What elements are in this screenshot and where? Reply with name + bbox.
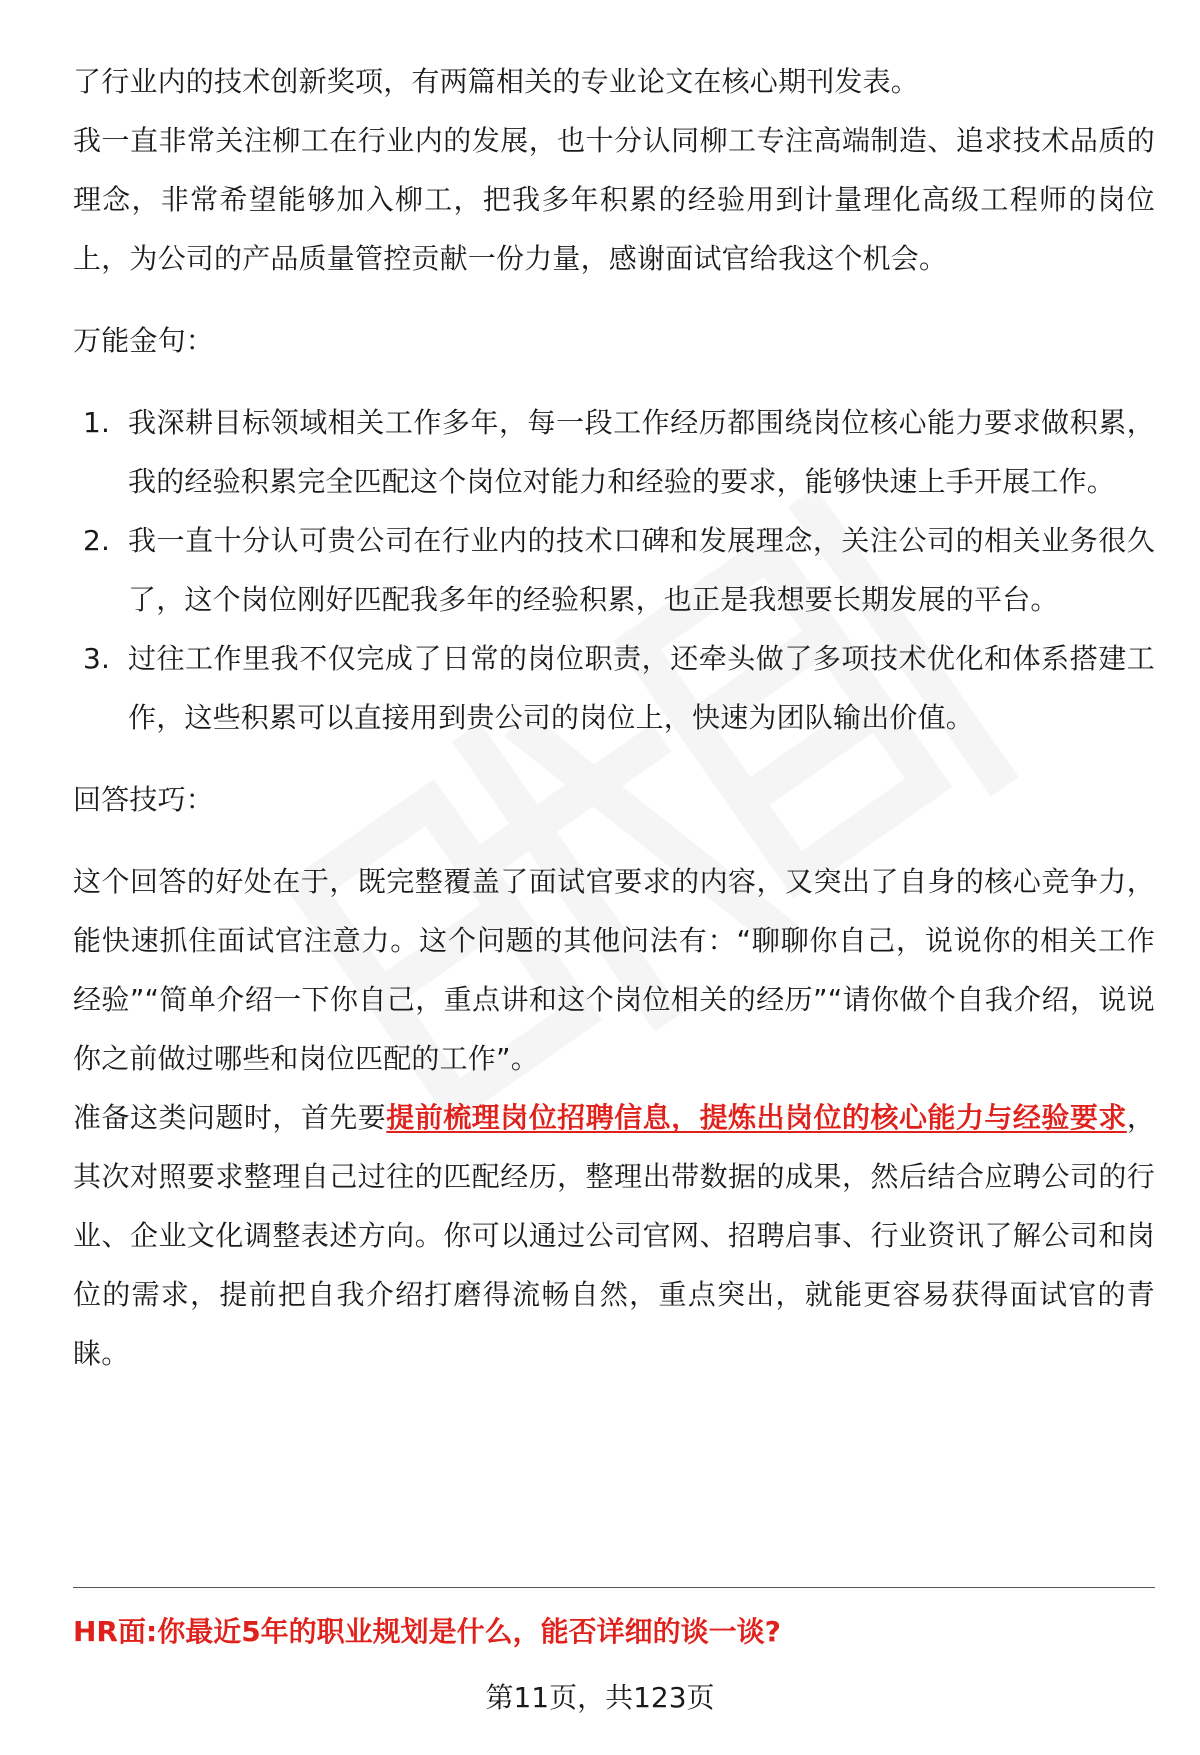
- tips-paragraph-2: [73, 1088, 1155, 1383]
- list-item-number: 2.: [83, 524, 111, 557]
- tips-text-after: ，其次对照要求整理自己过往的匹配经历，整理出带数据的成果，然后结合应聘公司的行业、企业文化调整表述方向。你可以通过公司官网、招聘启事、行业资讯了解公司和岗位的需求，提前把自我介绍打磨得流畅自然，重点突出，就能更容易获得面试官的青睐。: [73, 1101, 1156, 1370]
- list-item-text: 我深耕目标领域相关工作多年，每一段工作经历都围绕岗位核心能力要求做积累，我的经验积累完全匹配这个岗位对能力和经验的要求，能够快速上手开展工作。: [128, 406, 1155, 498]
- list-item: [73, 629, 1155, 747]
- tips-paragraph-1: 这个回答的好处在于，既完整覆盖了面试官要求的内容，又突出了自身的核心竞争力，能快速抓住面试官注意力。这个问题的其他问法有：“聊聊你自己，说说你的相关工作经验”“简单介绍一下你自己，重点讲和这个岗位相关的经历”“请你做个自我介绍，说说你之前做过哪些和岗位匹配的工作”。: [73, 865, 1155, 1075]
- tips-text-before: 准备这类问题时，首先要: [73, 1101, 387, 1134]
- document-body: [73, 52, 1155, 1383]
- page-number: 第11页，共123页: [485, 1681, 715, 1714]
- spacer: [73, 288, 1155, 311]
- spacer: [73, 370, 1155, 393]
- intro-paragraph-1: 了行业内的技术创新奖项，有两篇相关的专业论文在核心期刊发表。: [73, 65, 920, 98]
- spacer: [73, 747, 1155, 770]
- list-item-number: 3.: [83, 642, 111, 675]
- section-divider: [73, 1587, 1155, 1588]
- key-point-highlight: 提前梳理岗位招聘信息，提炼出岗位的核心能力与经验要求: [386, 1101, 1127, 1134]
- next-question-heading: HR面:你最近5年的职业规划是什么，能否详细的谈一谈?: [73, 1615, 781, 1648]
- list-item-text: 我一直十分认可贵公司在行业内的技术口碑和发展理念，关注公司的相关业务很久了，这个岗位刚好匹配我多年的经验积累，也正是我想要长期发展的平台。: [128, 524, 1155, 616]
- list-item-number: 1.: [83, 406, 111, 439]
- intro-paragraph-2: 我一直非常关注柳工在行业内的发展，也十分认同柳工专注高端制造、追求技术品质的理念，非常希望能够加入柳工，把我多年积累的经验用到计量理化高级工程师的岗位上，为公司的产品质量管控贡献一份力量，感谢面试官给我这个机会。: [73, 124, 1155, 275]
- spacer: [73, 829, 1155, 852]
- list-item: [73, 511, 1155, 629]
- golden-sentences-list: [73, 393, 1155, 747]
- golden-sentences-label: 万能金句：: [73, 324, 215, 357]
- list-item-text: 过往工作里我不仅完成了日常的岗位职责，还牵头做了多项技术优化和体系搭建工作，这些积累可以直接用到贵公司的岗位上，快速为团队输出价值。: [128, 642, 1155, 734]
- answer-tips-label: 回答技巧：: [73, 783, 215, 816]
- list-item: [73, 393, 1155, 511]
